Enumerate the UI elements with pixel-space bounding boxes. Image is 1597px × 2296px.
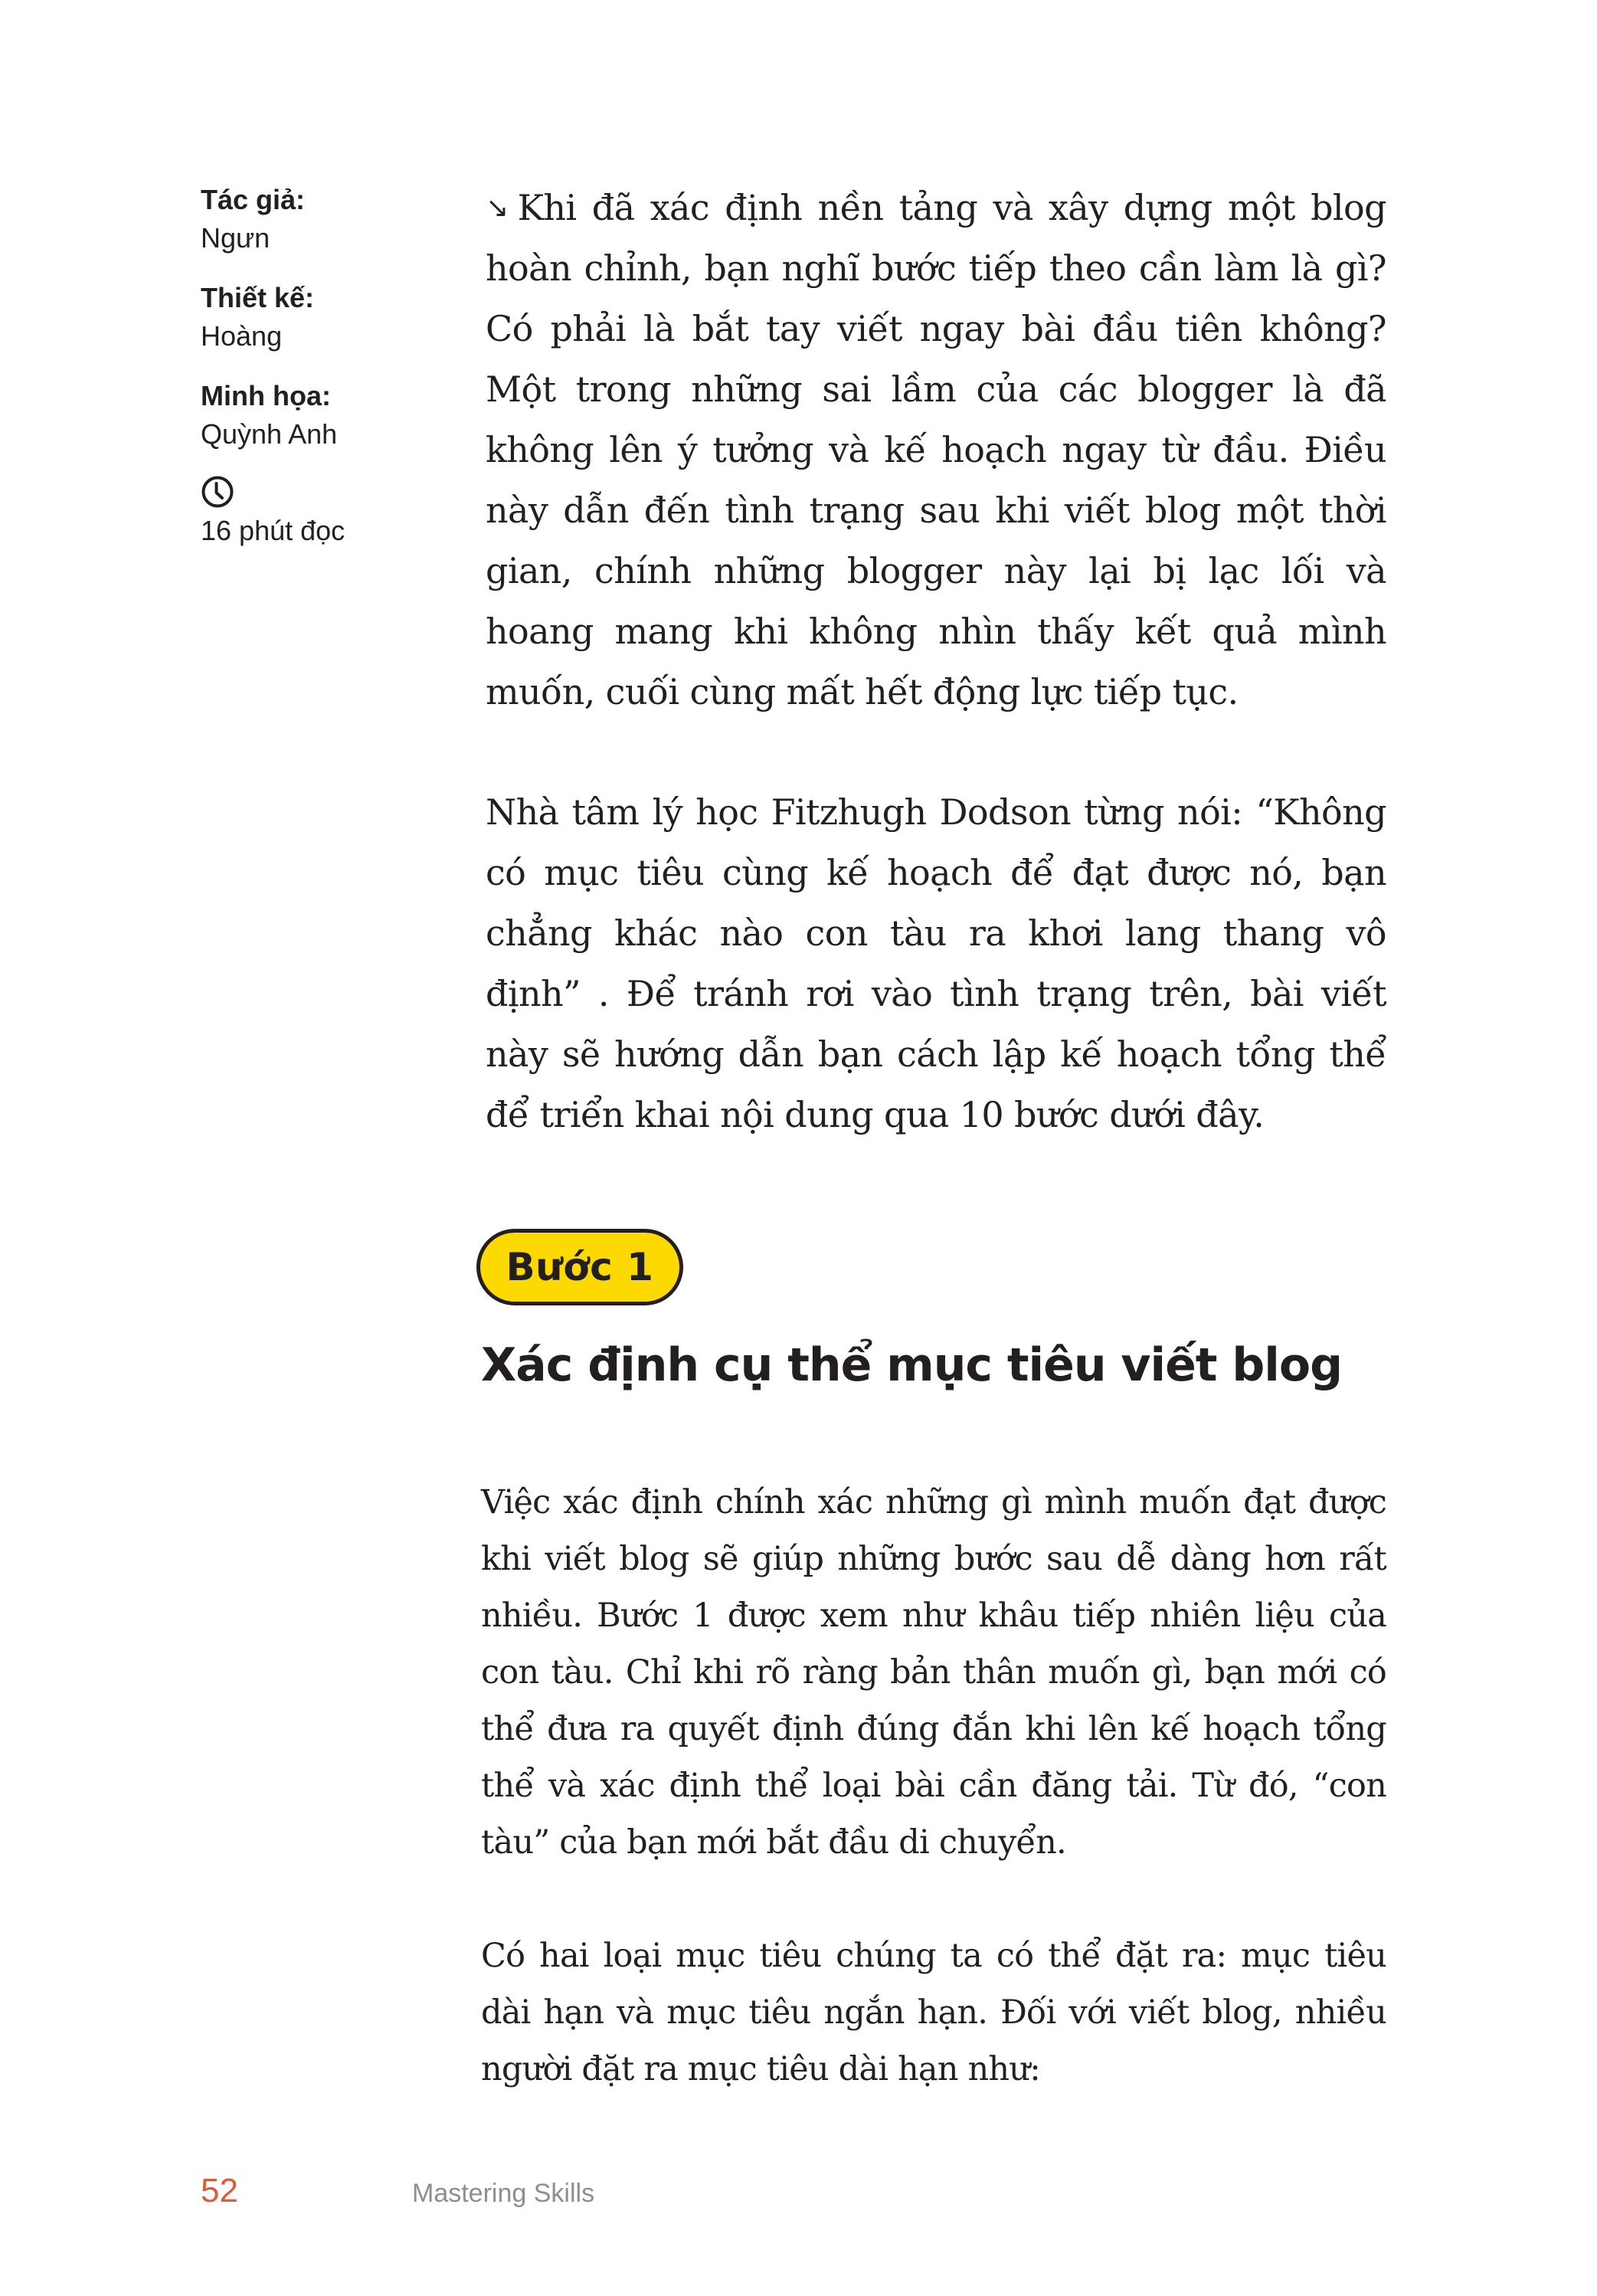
intro-paragraph [486,178,1386,722]
credit-label: Thiết kế: [201,282,315,313]
reading-time [201,475,430,550]
credit-value: Hoàng [201,320,283,352]
step-body [481,1474,1386,2154]
reading-time-text: 16 phút đọc [201,515,345,546]
arrow-down-right-icon: ↘ [486,192,509,224]
step-paragraph: Việc xác định chính xác những gì mình muốn đạt được khi viết blog sẽ giúp những bước sau dễ dàng hơn rất nhiều. Bước 1 được xem như khâu tiếp nhiên liệu của con tàu. Chỉ khi rõ ràng bản thân muốn gì, bạn mới có thể đưa ra quyết định đúng đắn khi lên kế hoạch tổng thể và xác định thể loại bài cần đăng tải. Từ đó, “con tàu” của bạn mới bắt đầu di chuyển. [481,1483,1386,1862]
credits-sidebar [201,181,430,572]
page-footer [201,2170,1120,2216]
intro-paragraph: Nhà tâm lý học Fitzhugh Dodson từng nói: “Không có mục tiêu cùng kế hoạch để đạt được nó, bạn chẳng khác nào con tàu ra khơi lang thang vô định” . Để tránh rơi vào tình trạng trên, bài viết này sẽ hướng dẫn bạn cách lập kế hoạch tổng thể để triển khai nội dung qua 10 bước dưới đây. [486,791,1386,1135]
credit-designer [201,279,430,355]
intro-paragraph-text: Khi đã xác định nền tảng và xây dựng một blog hoàn chỉnh, bạn nghĩ bước tiếp theo cần làm là gì? Có phải là bắt tay viết ngay bài đầu tiên không? Một trong những sai lầm của các blogger là đã không lên ý tưởng và kế hoạch ngay từ đầu. Điều này dẫn đến tình trạng sau khi viết blog một thời gian, chính những blogger này lại bị lạc lối và hoang mang khi không nhìn thấy kết quả mình muốn, cuối cùng mất hết động lực tiếp tục. [486,187,1386,712]
credit-label: Tác giả: [201,184,306,215]
credit-value: Quỳnh Anh [201,418,338,450]
step-heading: Xác định cụ thể mục tiêu viết blog [481,1338,1343,1392]
running-title: Mastering Skills [412,2179,595,2208]
step-paragraph: Có hai loại mục tiêu chúng ta có thể đặt ra: mục tiêu dài hạn và mục tiêu ngắn hạn. Đối với viết blog, nhiều người đặt ra mục tiêu dài hạn như: [481,1937,1386,2088]
article-body [481,178,1386,2088]
credit-value: Ngưn [201,222,270,254]
clock-icon [201,475,234,509]
credit-illustrator [201,377,430,454]
credit-label: Minh họa: [201,380,331,411]
step-badge: Bước 1 [476,1229,683,1305]
page-number: 52 [201,2172,238,2209]
intro-section [486,178,1386,1145]
credit-author [201,181,430,257]
